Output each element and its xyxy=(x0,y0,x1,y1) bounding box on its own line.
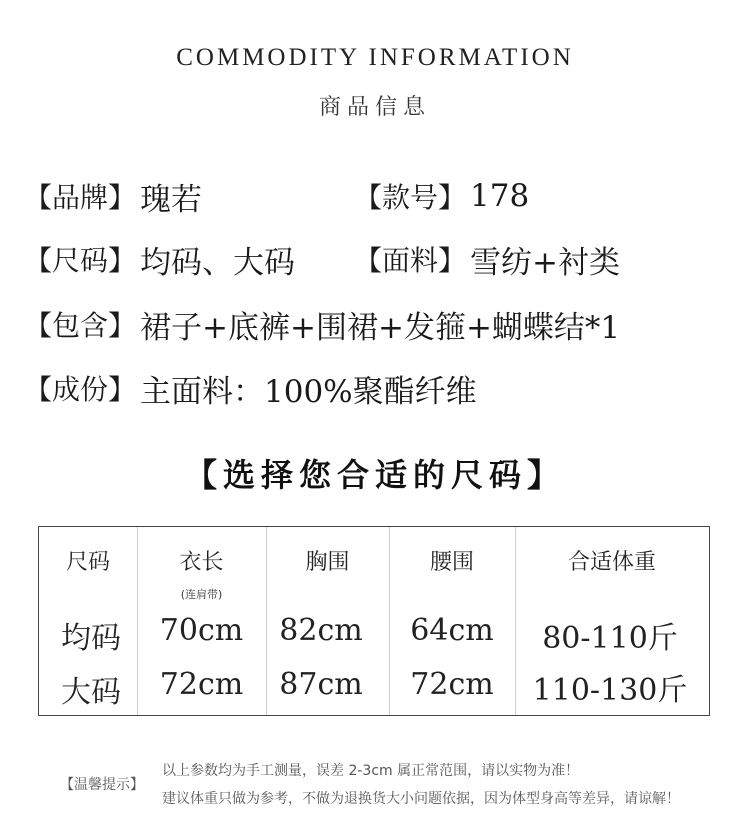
row1-size: 均码 xyxy=(61,621,121,656)
row2-bust: 87cm xyxy=(279,667,363,702)
info-size-label: 【尺码】 xyxy=(24,244,137,277)
header-length: 衣长 xyxy=(179,550,224,575)
row2-waist: 72cm xyxy=(410,667,494,702)
info-includes-value: 裙子+底裤+围裙+发箍+蝴蝶结*1 xyxy=(140,309,621,346)
tip-line-2: 建议体重只做为参考，不做为退换货大小问题依据，因为体型身高等差异，请谅解！ xyxy=(162,791,680,807)
info-fabric xyxy=(354,237,620,281)
info-brand-value: 瑰若 xyxy=(140,181,203,218)
row2-length: 72cm xyxy=(159,667,244,702)
info-fabric-label: 【面料】 xyxy=(354,244,467,277)
info-includes xyxy=(24,302,620,346)
info-fabric-value: 雪纺+衬类 xyxy=(470,244,620,281)
info-model-label: 【款号】 xyxy=(354,181,467,214)
row1-length: 70cm xyxy=(159,613,244,648)
size-table xyxy=(38,526,710,716)
header-length-note: (连肩带) xyxy=(180,588,223,601)
header-size: 尺码 xyxy=(65,550,110,575)
row1-weight: 80-110斤 xyxy=(542,621,678,656)
info-brand-label: 【品牌】 xyxy=(24,181,137,214)
info-model xyxy=(354,174,529,218)
tips-label: 【温馨提示】 xyxy=(60,777,144,793)
size-section-title: 【选择您合适的尺码】 xyxy=(184,456,565,494)
title-chinese: 商品信息 xyxy=(318,95,431,120)
info-composition xyxy=(24,366,477,410)
info-composition-label: 【成份】 xyxy=(24,373,137,406)
info-size xyxy=(24,237,295,281)
header-bust: 胸围 xyxy=(305,550,350,575)
info-model-value: 178 xyxy=(470,178,530,214)
row2-weight: 110-130斤 xyxy=(532,673,688,708)
tip-line-1: 以上参数均为手工测量，误差 2-3cm 属正常范围，请以实物为准！ xyxy=(162,763,580,779)
info-size-value: 均码、大码 xyxy=(140,244,296,281)
header-waist: 腰围 xyxy=(429,550,474,575)
title-english: COMMODITY INFORMATION xyxy=(176,44,574,71)
row1-bust: 82cm xyxy=(279,613,363,648)
row1-waist: 64cm xyxy=(410,613,494,648)
info-includes-label: 【包含】 xyxy=(24,309,137,342)
row2-size: 大码 xyxy=(61,675,121,710)
header-weight: 合适体重 xyxy=(567,550,656,575)
info-composition-value: 主面料：100%聚酯纤维 xyxy=(140,373,477,410)
info-brand xyxy=(24,174,202,218)
